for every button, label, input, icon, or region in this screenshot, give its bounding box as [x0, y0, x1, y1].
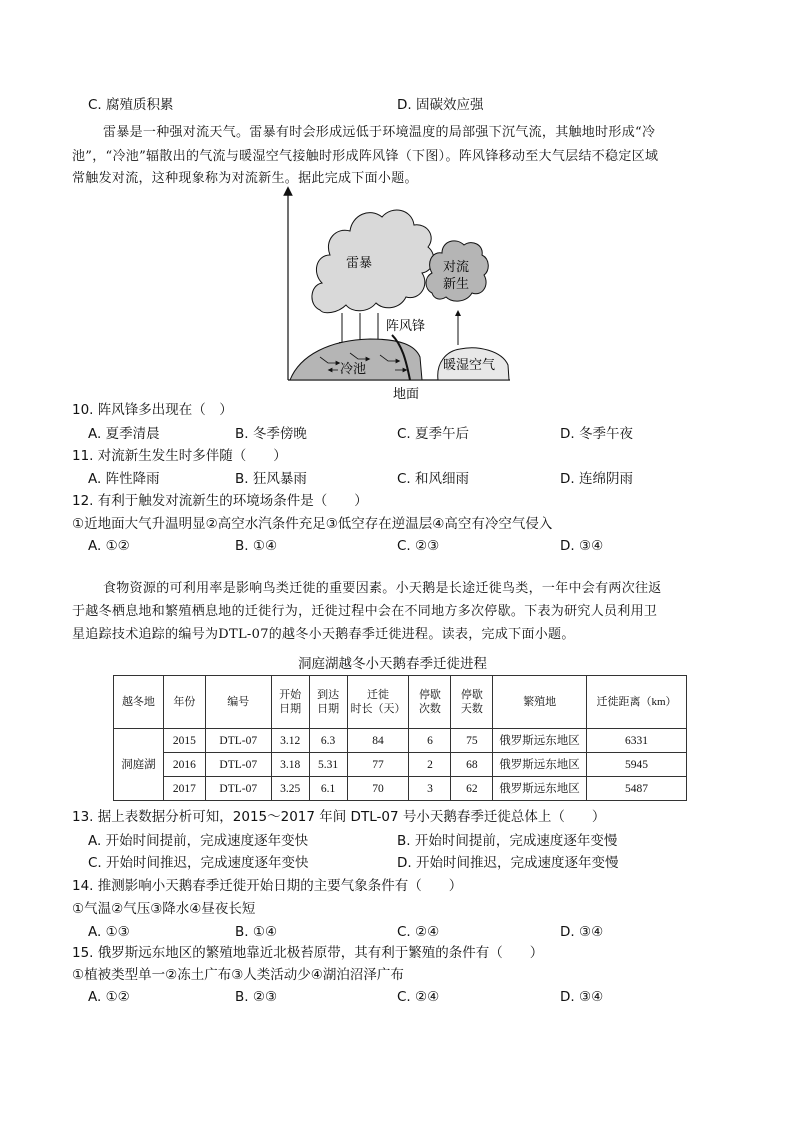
q12-items: ①近地面大气升温明显②高空水汽条件充足③低空存在逆温层④高空有冷空气侵入 — [72, 516, 553, 532]
cell-year: 2017 — [163, 777, 205, 801]
passage1-line-1: 雷暴是一种强对流天气。雷暴有时会形成远低于环境温度的局部强下沉气流，其触地时形成“冷 — [103, 125, 656, 140]
header-year: 年份 — [163, 676, 205, 729]
cell-id: DTL-07 — [205, 753, 271, 777]
cell-id: DTL-07 — [205, 777, 271, 801]
cell-distance: 5945 — [587, 753, 687, 777]
q12-option-d: D. ③④ — [560, 538, 604, 554]
q12-option-a: A. ①② — [88, 538, 130, 554]
header-id: 编号 — [205, 676, 271, 729]
q15-option-d: D. ③④ — [560, 989, 604, 1005]
cell-arrival: 6.3 — [309, 729, 347, 753]
header-wintering: 越冬地 — [114, 676, 164, 729]
q13-option-d: D. 开始时间推迟，完成速度逐年变慢 — [397, 855, 619, 871]
passage2-line-2: 于越冬栖息地和繁殖栖息地的迁徙行为，迁徙过程中会在不同地方多次停歇。下表为研究人员利用卫 — [72, 604, 658, 619]
header-breeding-site: 繁殖地 — [493, 676, 587, 729]
q14-option-c: C. ②④ — [397, 924, 440, 940]
passage2-line-3: 星追踪技术追踪的编号为DTL-07的越冬小天鹅春季迁徙进程。读表，完成下面小题。 — [72, 627, 575, 642]
cold-pool-label: 冷池 — [340, 362, 367, 377]
cell-breeding: 俄罗斯远东地区 — [493, 753, 587, 777]
q10-option-b: B. 冬季傍晚 — [235, 426, 307, 442]
gust-front-label: 阵风锋 — [386, 319, 426, 334]
q10-option-c: C. 夏季午后 — [397, 426, 470, 442]
cell-stop-count: 6 — [409, 729, 451, 753]
cell-breeding: 俄罗斯远东地区 — [493, 777, 587, 801]
cell-duration: 77 — [347, 753, 409, 777]
convection-label-1: 对流 — [443, 260, 470, 275]
q15-option-c: C. ②④ — [397, 989, 440, 1005]
table-row — [114, 753, 687, 777]
q10-option-d: D. 冬季午夜 — [560, 426, 633, 442]
gust-front-diagram — [280, 185, 520, 405]
header-stopover-days: 停歇 天数 — [451, 676, 493, 729]
q11-option-a: A. 阵性降雨 — [88, 471, 160, 487]
q15-stem: 15. 俄罗斯远东地区的繁殖地靠近北极苔原带，其有利于繁殖的条件有（ ） — [72, 945, 544, 961]
cell-duration: 70 — [347, 777, 409, 801]
table-title: 洞庭湖越冬小天鹅春季迁徙进程 — [298, 656, 487, 672]
header-start-date: 开始 日期 — [271, 676, 309, 729]
q15-option-b: B. ②③ — [235, 989, 278, 1005]
cell-id: DTL-07 — [205, 729, 271, 753]
cell-start: 3.12 — [271, 729, 309, 753]
q14-items: ①气温②气压③降水④昼夜长短 — [72, 901, 256, 917]
passage1-line-2: 池”，“冷池”辐散出的气流与暖湿空气接触时形成阵风锋（下图）。阵风锋移动至大气层结不稳定区域 — [72, 149, 659, 164]
cell-start: 3.25 — [271, 777, 309, 801]
cell-stop-count: 2 — [409, 753, 451, 777]
q9-option-c: C. 腐殖质积累 — [88, 97, 174, 113]
thunderstorm-cloud — [312, 210, 434, 313]
cell-duration: 84 — [347, 729, 409, 753]
q11-option-c: C. 和风细雨 — [397, 471, 470, 487]
q12-option-c: C. ②③ — [397, 538, 440, 554]
q11-stem: 11. 对流新生发生时多伴随（ ） — [72, 448, 287, 464]
header-stopover-count: 停歇 次数 — [409, 676, 451, 729]
cell-distance: 6331 — [587, 729, 687, 753]
cell-start: 3.18 — [271, 753, 309, 777]
q11-option-d: D. 连绵阴雨 — [560, 471, 633, 487]
table-row — [114, 729, 687, 753]
q14-option-d: D. ③④ — [560, 924, 604, 940]
q14-option-a: A. ①③ — [88, 924, 130, 940]
q14-option-b: B. ①④ — [235, 924, 278, 940]
q15-items: ①植被类型单一②冻土广布③人类活动少④湖泊沼泽广布 — [72, 967, 404, 983]
ground-label: 地面 — [393, 387, 420, 402]
q11-option-b: B. 狂风暴雨 — [235, 471, 307, 487]
passage2-line-1: 食物资源的可利用率是影响鸟类迁徙的重要因素。小天鹅是长途迁徙鸟类，一年中会有两次往返 — [103, 581, 662, 596]
q13-option-a: A. 开始时间提前，完成速度逐年变快 — [88, 833, 309, 849]
table-header-row — [114, 676, 687, 729]
header-duration: 迁徙 时长（天） — [347, 676, 409, 729]
header-distance: 迁徙距离（km） — [587, 676, 687, 729]
q15-option-a: A. ①② — [88, 989, 130, 1005]
q13-option-c: C. 开始时间推迟，完成速度逐年变快 — [88, 855, 309, 871]
migration-table — [113, 675, 687, 801]
cell-stop-days: 68 — [451, 753, 493, 777]
q10-stem: 10. 阵风锋多出现在（ ） — [72, 402, 233, 418]
warm-air-label: 暖湿空气 — [443, 358, 496, 373]
cell-stop-days: 62 — [451, 777, 493, 801]
q10-option-a: A. 夏季清晨 — [88, 426, 160, 442]
passage1-line-3: 常触发对流，这种现象称为对流新生。据此完成下面小题。 — [72, 171, 418, 186]
cell-arrival: 6.1 — [309, 777, 347, 801]
q13-stem: 13. 据上表数据分析可知，2015～2017 年间 DTL-07 号小天鹅春季迁徙总体上（ ） — [72, 809, 606, 825]
q12-stem: 12. 有利于触发对流新生的环境场条件是（ ） — [72, 493, 368, 509]
cell-year: 2015 — [163, 729, 205, 753]
cell-breeding: 俄罗斯远东地区 — [493, 729, 587, 753]
header-arrival-date: 到达 日期 — [309, 676, 347, 729]
cell-distance: 5487 — [587, 777, 687, 801]
table-row — [114, 777, 687, 801]
cell-year: 2016 — [163, 753, 205, 777]
q9-option-d: D. 固碳效应强 — [397, 97, 484, 113]
q12-option-b: B. ①④ — [235, 538, 278, 554]
q14-stem: 14. 推测影响小天鹅春季迁徙开始日期的主要气象条件有（ ） — [72, 878, 463, 894]
thunderstorm-label: 雷暴 — [346, 256, 373, 271]
convection-label-2: 新生 — [443, 277, 470, 292]
cell-wintering-site: 洞庭湖 — [114, 729, 164, 801]
cell-arrival: 5.31 — [309, 753, 347, 777]
cell-stop-days: 75 — [451, 729, 493, 753]
q13-option-b: B. 开始时间提前，完成速度逐年变慢 — [397, 833, 618, 849]
cell-stop-count: 3 — [409, 777, 451, 801]
